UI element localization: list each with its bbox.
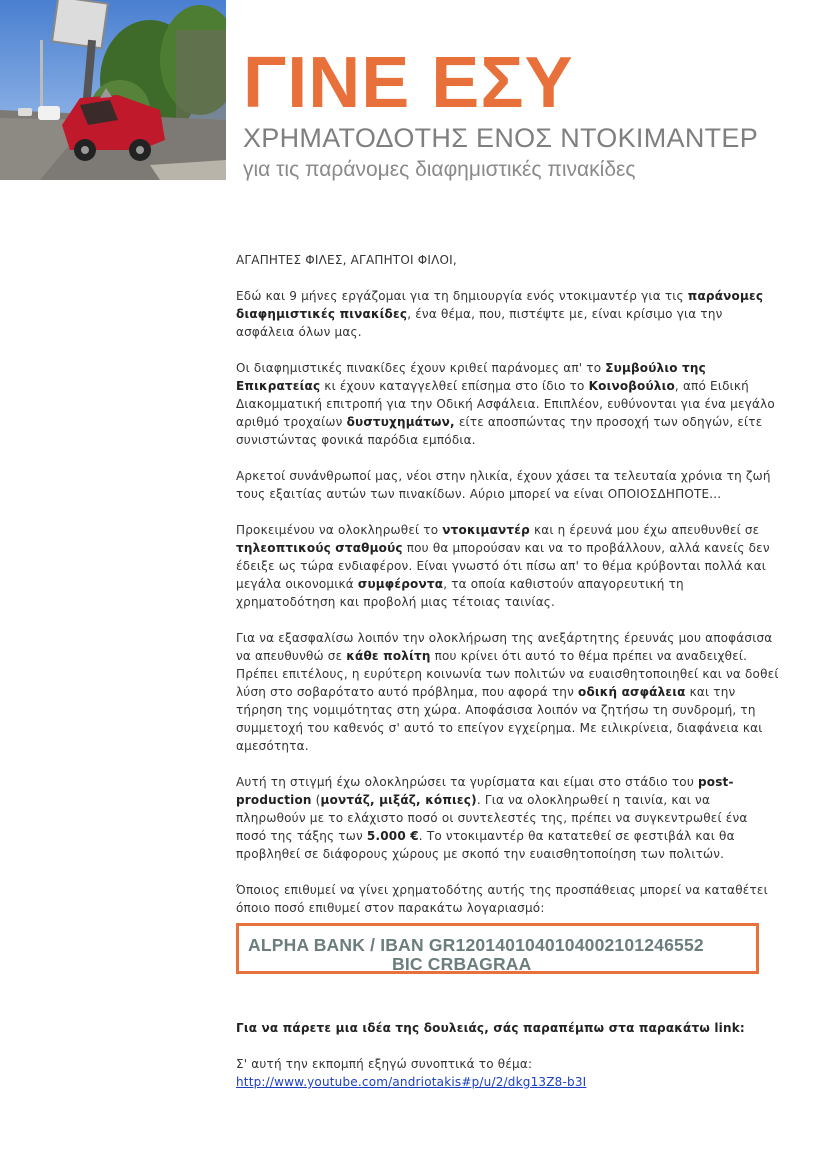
text-span: Αυτή τη στιγμή έχω ολοκληρώσει τα γυρίσματα και είμαι στο στάδιο του [236,775,698,789]
paragraph-7: Όποιος επιθυμεί να γίνει χρηματοδότης αυτής της προσπάθειας μπορεί να καταθέτει όποιο ποσό επιθυμεί στον παρακάτω λογαριασμό: [236,883,768,915]
text-span: . Το ντοκιμαντέρ θα κατατεθεί σε φεστιβάλ και θα προβληθεί σε διάφορους χώρους με σκοπό την ευαισθητοποίηση των πολιτών. [236,829,735,861]
paragraph-1 [236,287,781,341]
text-span: που κρίνει ότι αυτό το θέμα πρέπει να αναδειχθεί. Πρέπει επιτέλους, η ευρύτερη κοινωνία των πολιτών να ευαισθητοποιηθεί και να δοθεί λύση στο σοβαρότατο αυτό πρόβλημα, που αφορά την [236,649,779,699]
text-span: κι έχουν καταγγελθεί επίσημα στο ίδιο το [320,379,589,393]
text-span: . Για να ολοκληρωθεί η ταινία, και να πληρωθούν με το ελάχιστο ποσό οι συντελεστές της, πρέπει να συγκεντρωθεί ένα ποσό της τάξης των [236,793,748,843]
text-span: Εδώ και 9 μήνες εργάζομαι για τη δημιουργία ενός ντοκιμαντέρ για τις [236,289,688,303]
text-span: , τα οποία καθιστούν απαγορευτική τη χρηματοδότηση και προβολή μιας τέτοιας ταινίας. [236,577,684,609]
text-span: , ένα θέμα, που, πιστέψτε με, είναι κρίσιμο για την ασφάλεια όλων μας. [236,307,723,339]
page-title: ΓΙΝΕ ΕΣΥ [243,43,574,123]
paragraph-5 [236,629,781,755]
bold-span: μοντάζ, μιξάζ, κόπιες) [320,793,477,807]
bold-span: Κοινοβούλιο [588,379,675,393]
letter-greeting: ΑΓΑΠΗΤΕΣ ΦΙΛΕΣ, ΑΓΑΠΗΤΟΙ ΦΙΛΟΙ, [236,253,457,267]
bank-account-box [236,923,759,974]
bold-span: συμφέροντα [357,577,444,591]
bold-span: post-production [236,775,734,807]
text-span: Οι διαφημιστικές πινακίδες έχουν κριθεί παράνομες απ' το [236,361,606,375]
text-span: ( [311,793,321,807]
text-span: Για να εξασφαλίσω λοιπόν την ολοκλήρωση της ανεξάρτητης έρευνάς μου αποφάσισα να απευθυνθώ σε [236,631,773,663]
crash-photo-illustration [0,0,226,180]
bold-span: κάθε πολίτη [346,649,431,663]
links-description: Σ' αυτή την εκπομπή εξηγώ συνοπτικά το θέμα: [236,1057,533,1071]
bank-iban: ALPHA BANK / IBAN GR1201401040104002101246552 [248,935,704,955]
bold-span: Συμβούλιο της Επικρατείας [236,361,706,393]
paragraph-2 [236,359,781,449]
bold-span: παράνομες διαφημιστικές πινακίδες [236,289,764,321]
text-span: και την τήρηση της νομιμότητας στη χώρα. Αποφάσισα λοιπόν να ζητήσω τη συνδρομή, τη συμμετοχή του καθενός σ' αυτό το επείγον εγχείρημα. Με ειλικρίνεια, διαφάνεια και αμεσότητα. [236,685,763,753]
bold-span: 5.000 € [366,829,419,843]
bold-span: τηλεοπτικούς σταθμούς [236,541,403,555]
page-subtitle: ΧΡΗΜΑΤΟΔΟΤΗΣ ΕΝΟΣ ΝΤΟΚΙΜΑΝΤΕΡ [243,123,759,153]
paragraph-4 [236,521,781,611]
links-heading: Για να πάρετε μια ιδέα της δουλειάς, σάς παραπέμπω στα παρακάτω link: [236,1021,745,1035]
paragraph-6 [236,773,781,863]
bold-span: οδική ασφάλεια [578,685,686,699]
bold-span: ντοκιμαντέρ [442,523,530,537]
page-tagline: για τις παράνομες διαφημιστικές πινακίδες [243,158,636,181]
bold-span: δυστυχημάτων, [346,415,455,429]
header [243,45,813,183]
letter-body [236,251,781,1091]
text-span: που θα μπορούσαν και να το προβάλλουν, αλλά κανείς δεν έδειξε ως τώρα ενδιαφέρον. Είναι γνωστό ότι πίσω απ' το θέμα κρύβονται πολλά και μεγάλα οικονομικά [236,541,770,591]
text-span: , από Ειδική Διακομματική επιτροπή για την Οδική Ασφάλεια. Επιπλέον, ευθύνονται για ένα μεγάλο αριθμό τροχαίων [236,379,775,429]
text-span: είτε αποσπώντας την προσοχή των οδηγών, είτε συνιστώντας φονικά παρόδια εμπόδια. [236,415,763,447]
bank-bic: BIC CRBAGRAA [392,954,532,974]
youtube-link[interactable]: http://www.youtube.com/andriotakis#p/u/2/dkg13Z8-b3I [236,1075,587,1089]
text-span: Προκειμένου να ολοκληρωθεί το [236,523,443,537]
text-span: και η έρευνά μου έχω απευθυνθεί σε [529,523,760,537]
paragraph-3: Αρκετοί συνάνθρωποί μας, νέοι στην ηλικία, έχουν χάσει τα τελευταία χρόνια τη ζωή τους εξαιτίας αυτών των πινακίδων. Αύριο μπορεί να είναι ΟΠΟΙΟΣΔΗΠΟΤΕ... [236,469,771,501]
header-photo [0,0,226,180]
